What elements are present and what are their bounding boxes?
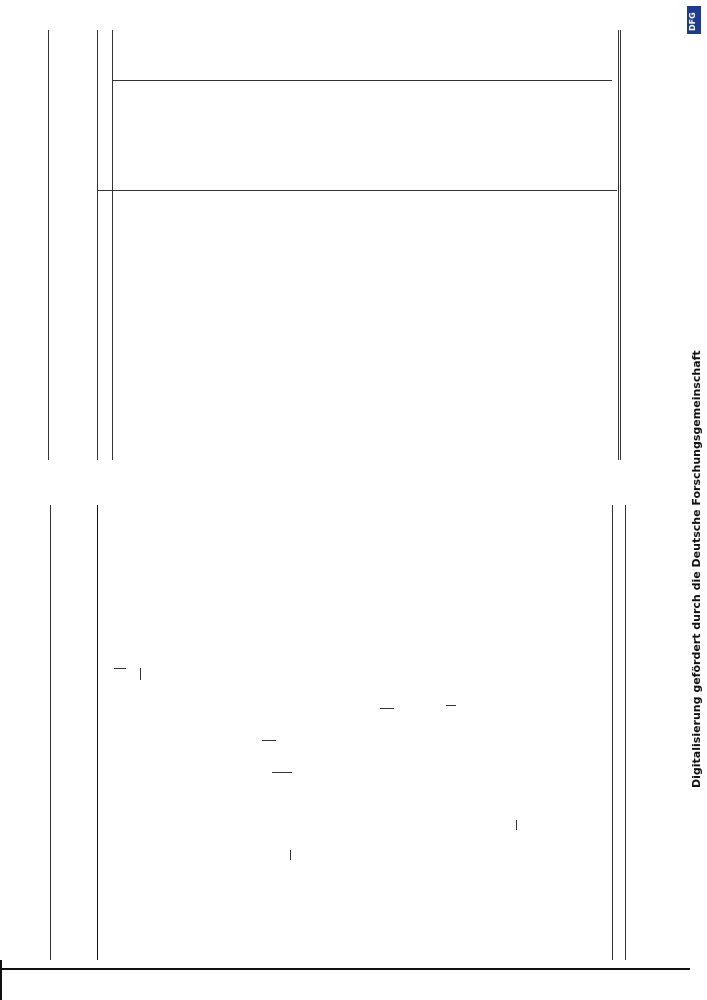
digitization-credit: Digitalisierung gefördert durch die Deutsche Forschungsgemeinschaft xyxy=(690,350,703,788)
header-rule xyxy=(97,30,98,460)
vertical-rule xyxy=(618,30,619,460)
page-left-edge xyxy=(0,960,2,1000)
cell-rule xyxy=(262,740,276,741)
cell-rule xyxy=(114,668,126,669)
row-divider xyxy=(112,190,115,191)
cell-rule xyxy=(290,850,291,860)
cell-rule xyxy=(140,668,141,680)
page-bottom-edge xyxy=(0,968,690,970)
vertical-rule xyxy=(612,505,613,960)
dfg-logo xyxy=(687,6,701,34)
vertical-rule xyxy=(625,505,626,960)
cell-rule xyxy=(380,708,394,709)
cell-rule xyxy=(272,772,292,773)
header-rule xyxy=(112,30,113,460)
digitization-banner xyxy=(687,6,701,786)
column-divider xyxy=(112,80,612,81)
dfg-logo-text: DFG xyxy=(688,12,697,31)
header-rule xyxy=(48,30,49,460)
cell-rule xyxy=(446,705,456,706)
vertical-rule xyxy=(620,30,621,460)
cell-rule xyxy=(516,820,517,830)
header-rule xyxy=(50,505,51,960)
header-rule xyxy=(97,505,98,960)
column-divider xyxy=(97,190,617,191)
